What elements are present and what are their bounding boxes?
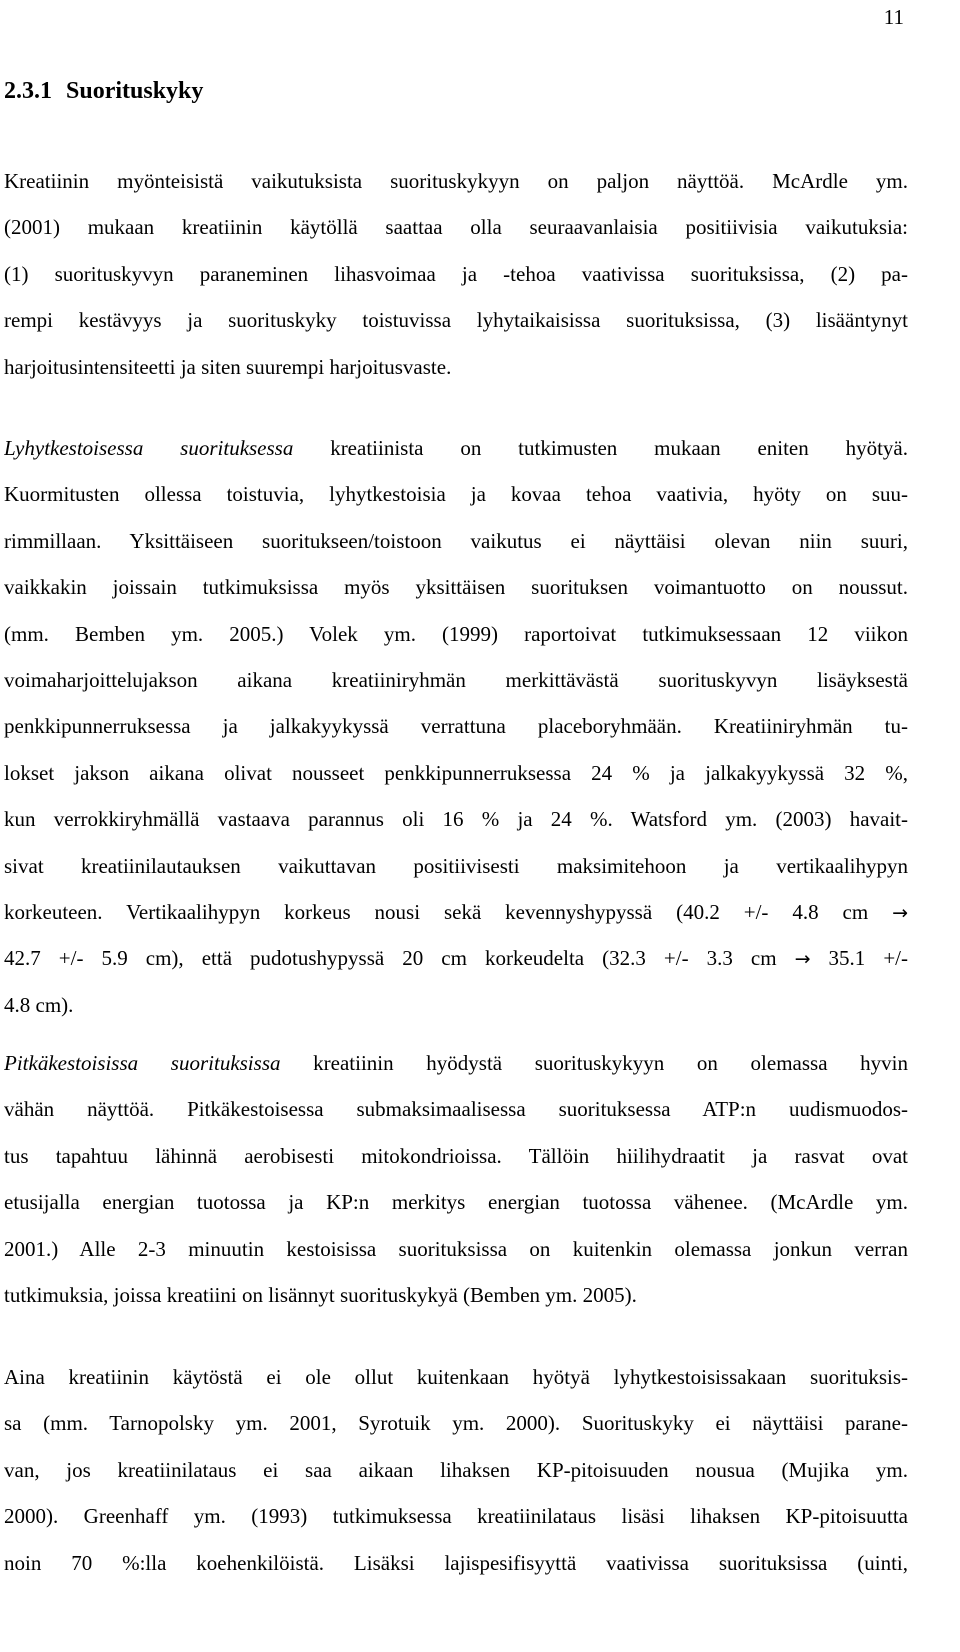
text-line bbox=[4, 1040, 908, 1086]
text-line: harjoitusintensiteetti ja siten suurempi harjoitusvaste. bbox=[4, 354, 452, 379]
text-segment: 35.1 +/- bbox=[810, 946, 908, 971]
text-line: Kreatiinin myönteisistä vaikutuksista suorituskykyyn on paljon näyttöä. McArdle ym. bbox=[4, 169, 908, 193]
text-line: sivat kreatiinilautauksen vaikuttavan positiivisesti maksimitehoon ja vertikaalihypyn bbox=[4, 853, 908, 878]
arrow-right-icon: → bbox=[892, 901, 908, 924]
text-line: (mm. Bemben ym. 2005.) Volek ym. (1999) raportoivat tutkimuksessaan 12 viikon bbox=[4, 621, 908, 646]
text-line: lokset jakson aikana olivat nousseet penkkipunnerruksessa 24 % ja jalkakyykyssä 32 %, bbox=[4, 760, 908, 785]
text-line: rimmillaan. Yksittäiseen suoritukseen/toistoon vaikutus ei näyttäisi olevan niin suuri, bbox=[4, 528, 908, 553]
text-line: tutkimuksia, joissa kreatiini on lisännyt suorituskykyä (Bemben ym. 2005). bbox=[4, 1282, 637, 1307]
section-heading bbox=[4, 73, 203, 109]
text-line: rempi kestävyys ja suorituskyky toistuvissa lyhytaikaisissa suorituksissa, (3) lisääntynyt bbox=[4, 308, 908, 333]
text-line: 2001.) Alle 2-3 minuutin kestoisissa suorituksissa on kuitenkin olemassa jonkun verran bbox=[4, 1236, 908, 1261]
text-line: voimaharjoittelujakson aikana kreatiiniryhmän merkittävästä suorituskyvyn lisäyksestä bbox=[4, 667, 908, 692]
text-line: sa (mm. Tarnopolsky ym. 2001, Syrotuik ym. 2000). Suorituskyky ei näyttäisi parane- bbox=[4, 1411, 908, 1436]
text-line: kun verrokkiryhmällä vastaava parannus oli 16 % ja 24 %. Watsford ym. (2003) havait- bbox=[4, 807, 908, 832]
text-line: van, jos kreatiinilataus ei saa aikaan lihaksen KP-pitoisuuden nousua (Mujika ym. bbox=[4, 1457, 908, 1482]
page-number: 11 bbox=[883, 5, 904, 29]
text-segment: 42.7 +/- 5.9 cm), että pudotushypyssä 20 cm korkeudelta (32.3 +/- 3.3 cm bbox=[4, 946, 795, 971]
text-line bbox=[4, 889, 908, 935]
text-line: Kuormitusten ollessa toistuvia, lyhytkestoisia ja kovaa tehoa vaativia, hyöty on suu- bbox=[4, 482, 908, 507]
text-line: Aina kreatiinin käytöstä ei ole ollut kuitenkaan hyötyä lyhytkestoisissakaan suorituksis- bbox=[4, 1365, 908, 1389]
text-line: vähän näyttöä. Pitkäkestoisessa submaksimaalisessa suorituksessa ATP:n uudismuodos- bbox=[4, 1097, 908, 1122]
text-line: penkkipunnerruksessa ja jalkakyykyssä verrattuna placeboryhmään. Kreatiiniryhmän tu- bbox=[4, 714, 908, 739]
arrow-right-icon: → bbox=[794, 948, 811, 971]
paragraph-1 bbox=[4, 158, 908, 390]
text-line: (2001) mukaan kreatiinin käytöllä saattaa olla seuraavanlaisia positiivisia vaikutuksia: bbox=[4, 215, 908, 240]
italic-lead: Pitkäkestoisissa suorituksissa bbox=[4, 1051, 281, 1075]
text-line: 2000). Greenhaff ym. (1993) tutkimuksessa kreatiinilataus lisäsi lihaksen KP-pitoisuutta bbox=[4, 1504, 908, 1529]
text-line bbox=[4, 935, 908, 981]
paragraph-4 bbox=[4, 1354, 908, 1586]
text-line: (1) suorituskyvyn paraneminen lihasvoimaa ja -tehoa vaativissa suorituksissa, (2) pa- bbox=[4, 261, 908, 286]
lead-rest: kreatiinin hyödystä suorituskykyyn on olemassa hyvin bbox=[280, 1051, 908, 1075]
section-number: 2.3.1 bbox=[4, 78, 52, 104]
paragraph-2 bbox=[4, 425, 908, 1028]
text-line bbox=[4, 425, 908, 471]
section-title: Suorituskyky bbox=[66, 78, 204, 104]
paragraph-3 bbox=[4, 1040, 908, 1318]
text-line: noin 70 %:lla koehenkilöistä. Lisäksi lajispesifisyyttä vaativissa suorituksissa (uinti, bbox=[4, 1550, 908, 1575]
lead-rest: kreatiinista on tutkimusten mukaan eniten hyötyä. bbox=[293, 436, 908, 460]
text-segment: korkeuteen. Vertikaalihypyn korkeus nousi sekä kevennyshypyssä (40.2 +/- 4.8 cm bbox=[4, 899, 893, 924]
text-line: etusijalla energian tuotossa ja KP:n merkitys energian tuotossa vähenee. (McArdle ym. bbox=[4, 1190, 908, 1215]
text-line: vaikkakin joissain tutkimuksissa myös yksittäisen suorituksen voimantuotto on noussut. bbox=[4, 575, 908, 600]
text-line: 4.8 cm). bbox=[4, 992, 74, 1017]
italic-lead: Lyhytkestoisessa suorituksessa bbox=[4, 436, 294, 460]
text-line: tus tapahtuu lähinnä aerobisesti mitokondrioissa. Tällöin hiilihydraatit ja rasvat ovat bbox=[4, 1143, 908, 1168]
